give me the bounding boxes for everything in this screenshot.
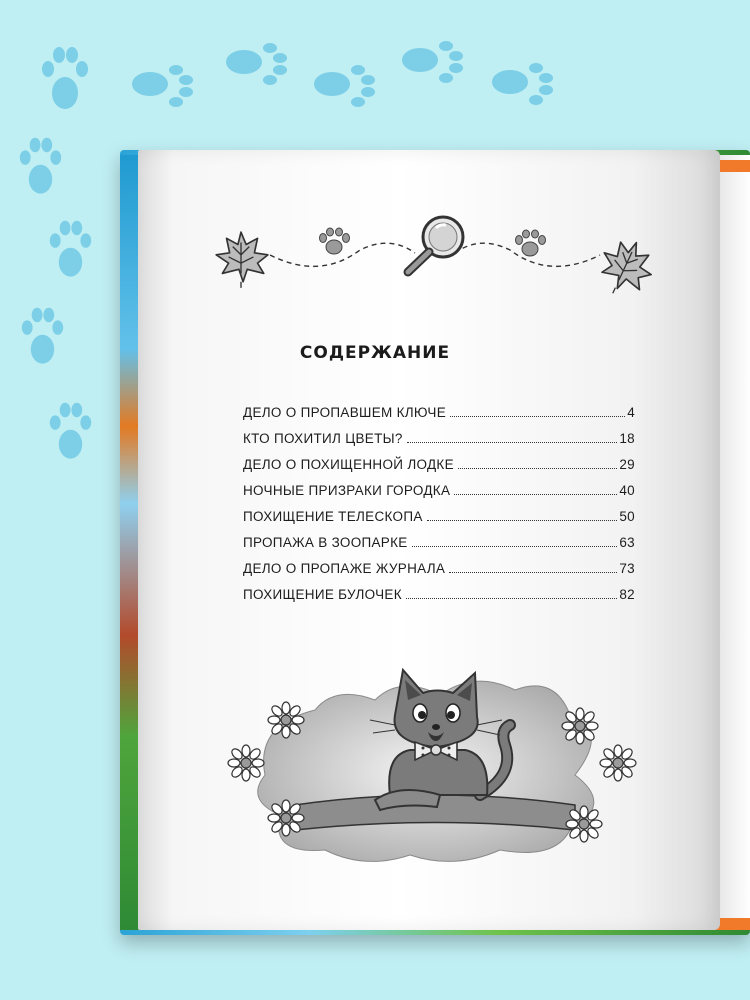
toc-entry-page: 29 (619, 457, 635, 472)
paw-print-icon (398, 38, 468, 83)
daisy-icon (600, 745, 636, 781)
toc-entry-title: ПРОПАЖА В ЗООПАРКЕ (243, 535, 408, 550)
toc-entry-title: ДЕЛО О ПРОПАВШЕМ КЛЮЧЕ (243, 405, 447, 420)
toc-entry (243, 431, 635, 457)
paw-print-icon (40, 45, 90, 115)
toc-entry-page: 63 (619, 535, 635, 550)
toc-entry-page: 18 (619, 431, 635, 446)
toc-entry-title: ДЕЛО О ПОХИЩЕННОЙ ЛОДКЕ (243, 457, 454, 472)
toc-entry-page: 82 (619, 587, 635, 602)
toc-entry-page: 4 (627, 405, 635, 420)
toc-entry (243, 509, 635, 535)
toc-entry-title: ДЕЛО О ПРОПАЖЕ ЖУРНАЛА (243, 561, 446, 576)
toc-leader-dots (407, 442, 618, 443)
daisy-icon (268, 702, 304, 738)
toc-entry-title: КТО ПОХИТИЛ ЦВЕТЫ? (243, 431, 403, 446)
toc-entry (243, 483, 635, 509)
toc-leader-dots (458, 468, 617, 469)
toc-entry (243, 405, 635, 431)
paw-print-icon (310, 62, 380, 107)
table-of-contents (243, 405, 635, 613)
paw-print-icon (18, 135, 63, 200)
toc-leader-dots (449, 572, 617, 573)
paw-print-icon (222, 40, 292, 85)
toc-entry-title: ПОХИЩЕНИЕ БУЛОЧЕК (243, 587, 402, 602)
paw-print-icon (318, 228, 352, 258)
toc-leader-dots (406, 598, 617, 599)
daisy-icon (566, 806, 602, 842)
toc-entry (243, 457, 635, 483)
toc-entry (243, 587, 635, 613)
maple-leaf-icon (594, 236, 656, 298)
toc-entry-page: 73 (619, 561, 635, 576)
paw-print-icon (514, 230, 548, 260)
toc-leader-dots (427, 520, 618, 521)
toc-entry (243, 535, 635, 561)
toc-entry-title: НОЧНЫЕ ПРИЗРАКИ ГОРОДКА (243, 483, 451, 498)
toc-leader-dots (412, 546, 618, 547)
toc-leader-dots (450, 416, 625, 417)
paw-print-icon (128, 62, 198, 107)
daisy-icon (562, 708, 598, 744)
paw-print-icon (48, 400, 93, 465)
maple-leaf-icon (210, 228, 272, 290)
toc-entry (243, 561, 635, 587)
paw-print-icon (488, 60, 558, 105)
toc-entry-page: 40 (619, 483, 635, 498)
magnifying-glass-icon (400, 212, 470, 280)
toc-title: СОДЕРЖАНИЕ (299, 343, 451, 363)
daisy-icon (228, 745, 264, 781)
toc-entry-page: 50 (619, 509, 635, 524)
toc-leader-dots (454, 494, 617, 495)
cat-illustration (225, 655, 645, 875)
daisy-icon (268, 800, 304, 836)
toc-entry-title: ПОХИЩЕНИЕ ТЕЛЕСКОПА (243, 509, 423, 524)
paw-print-icon (48, 218, 93, 283)
page-edges (720, 155, 750, 930)
